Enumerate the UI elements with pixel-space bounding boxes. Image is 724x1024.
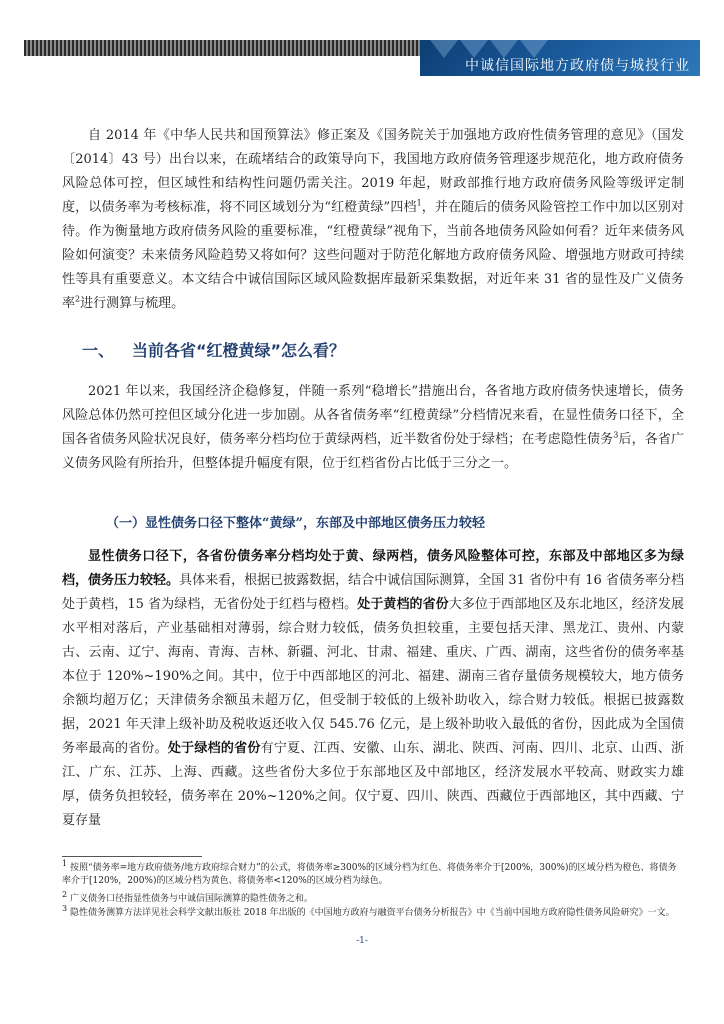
- section1-text-a: 2021 年以来，我国经济企稳修复，伴随一系列“稳增长”措施出台，各省地方政府债务快速增长，债务风险总体仍然可控但区域分化进一步加剧。从各省债务率“红橙黄绿”分档情况来看，在显性债务口径下，全国各省债务风险状况良好，债务率分档均位于黄绿两档，近半数省份处于绿档；在考虑隐性债务: [62, 384, 684, 447]
- subsection-heading-1: （一）显性债务口径下整体“黄绿”，东部及中部地区债务压力较轻: [106, 516, 485, 531]
- footnote-3: [62, 904, 682, 920]
- footnote-text: 隐性债务测算方法详见社会科学文献出版社 2018 年出版的《中国地方政府与融资平台债务分析报告》中《当前中国地方政府隐性债务风险研究》一文。: [69, 908, 675, 918]
- footnote-ref-3[interactable]: 3: [613, 430, 619, 440]
- section-title: 当前各省“红橙黄绿”怎么看？: [132, 341, 346, 360]
- yellow-tier-label: 处于黄档的省份: [357, 597, 449, 612]
- body-text: 大多位于西部地区及东北地区，经济发展水平相对落后，产业基础相对薄弱，综合财力较低，债务负担较重，主要包括天津、黑龙江、贵州、内蒙古、云南、辽宁、海南、青海、吉林、新疆、河北、甘肃、福建、重庆、广西、湖南，这些省份的债务率基本位于 120%~190%之间。其中，位于中西部地区的河北、福建、湖南三省存量债务规模较大，地方债务余额均超万亿；天津债务余额虽未超万亿，但受制于较低的上级补助收入，综合财力较低。根据已披露数据，2021 年天津上级补助及税收返还收入仅 545.76 亿元，是上级补助收入最低的省份，因此成为全国债务率最高的省份。: [62, 597, 684, 756]
- header-decor-triangle: [430, 40, 458, 58]
- footnote-mark: 3: [62, 904, 68, 913]
- header-title: 中诚信国际地方政府债与城投行业: [465, 58, 690, 74]
- intro-text-a: 自 2014 年《中华人民共和国预算法》修正案及《国务院关于加强地方政府性债务管理的意见》（国发〔2014〕43 号）出台以来，在疏堵结合的政策导向下，我国地方政府债务管理逐步规范化，地方政府债务风险总体可控，但区域性和结构性问题仍需关注。2019 年起，财政部推行地方政府债务风险等级评定制度，以债务率为考核标准，将不同区域划分为“红橙黄绿”四档: [62, 128, 684, 215]
- footnote-ref-1[interactable]: 1: [416, 198, 422, 208]
- footnote-text: 按照“债务率=地方政府债务/地方政府综合财力”的公式，将债务率≥300%的区域分档为红色、将债务率介于[200%，300%)的区域分档为橙色、将债务率介于[120%，200%)的区域分档为黄色、将债务率<120%的区域分档为绿色。: [62, 863, 677, 886]
- page-number: -1-: [356, 936, 368, 946]
- section-heading-1: [82, 338, 345, 361]
- body-text: 具体来看，根据已披露数据，结合中诚信国际测算，全国 31 省份中有 16 省债务率分档处于黄档，15 省为绿档，无省份处于红档与橙档。: [62, 573, 684, 612]
- intro-paragraph: [62, 124, 684, 316]
- section1-text-b: 后，各省广义债务风险有所抬升，但整体提升幅度有限，位于红档省份占比低于三分之一。: [62, 432, 684, 471]
- footnote-ref-2[interactable]: 2: [75, 294, 81, 304]
- intro-text-c: 进行测算与梳理。: [80, 296, 185, 311]
- key-sentence: 显性债务口径下，各省份债务率分档均处于黄、绿两档，债务风险整体可控，东部及中部地区多为绿档，债务压力较轻。: [62, 549, 684, 588]
- footnote-2: [62, 890, 682, 906]
- subsection1-paragraph: [62, 545, 684, 833]
- intro-text-b: ，并在随后的债务风险管控工作中加以区别对待。作为衡量地方政府债务风险的重要标准，“红橙黄绿”视角下，当前各地债务风险如何看？近年来债务风险如何演变？未来债务风险趋势又将如何？这些问题对于防范化解地方政府债务风险、增强地方财政可持续性等具有重要意义。本文结合中诚信国际区域风险数据库最新采集数据，对近年来 31 省的显性及广义债务率: [62, 200, 684, 311]
- section-number: 一、: [82, 341, 115, 360]
- footnote-mark: 1: [62, 859, 68, 868]
- footnote-divider: [62, 856, 202, 857]
- footnote-mark: 2: [62, 890, 68, 899]
- footnote-1: [62, 859, 682, 888]
- section1-paragraph: [62, 380, 684, 476]
- footnote-text: 广义债务口径指显性债务与中诚信国际测算的隐性债务之和。: [69, 894, 313, 904]
- body-text: 有宁夏、江西、安徽、山东、湖北、陕西、河南、四川、北京、山西、浙江、广东、江苏、上海、西藏。这些省份大多位于东部地区及中部地区，经济发展水平较高、财政实力雄厚，债务负担较轻，债务率在 20%~120%之间。仅宁夏、四川、陕西、西藏位于西部地区，其中西藏、宁夏存量: [62, 741, 684, 828]
- green-tier-label: 处于绿档的省份: [167, 741, 261, 756]
